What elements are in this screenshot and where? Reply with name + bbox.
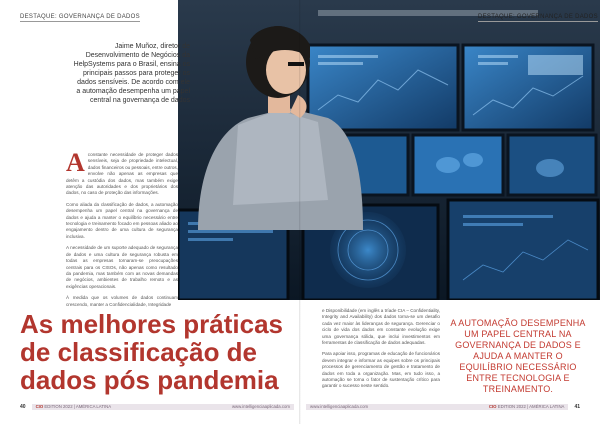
body-paragraph: A necessidade de um suporte adequado de segurança de dados e uma cultura de segurança robusta em todas as empresas tornaram-se preocupações centrais para os CISOs, não apenas como resultado da pandemia, mas também com as novas demandas de negócios, ambientes de trabalho remoto e as exigências operacionais. (66, 245, 178, 289)
body-paragraph: e Disponibilidade (em inglês a tríade CIA – Confidentiality, Integrity and Availability) dos dados torna-se um desafio cada vez maior às lideranças de segurança. Gerenciar o ciclo de vida dos dados em constante evolução exige uma governança sólida, que inclui investimentos em ferramentas de classificação de dados adequadas. (322, 308, 440, 346)
footer-url[interactable]: www.intelligenciaaplicada.com (310, 404, 369, 409)
edition-label: EDITION 2022 | AMÉRICA LATINA (44, 404, 112, 409)
article-headline: As melhores práticas de classificação de dados pós pandemia (20, 309, 284, 395)
body-paragraph: À medida que os volumes de dados continuam crescendo, manter a Confidencialidade, Integridade (66, 295, 178, 307)
edition-label: EDITION 2022 | AMÉRICA LATINA (497, 404, 565, 409)
page-number-right: 41 (574, 403, 580, 410)
body-column-left (66, 148, 178, 313)
section-tag-right: DESTAQUE: GOVERNANÇA DE DADOS (478, 14, 598, 20)
publication-logo: CIO (35, 404, 44, 409)
footer-right (300, 402, 580, 411)
footer-left (20, 402, 300, 411)
intro-paragraph: Jaime Muñoz, diretor de Desenvolvimento de Negócios da HelpSystems para o Brasil, ensina os principais passos para proteger os dados sensíveis. De acordo com ele a automação desempenha um papel central na governança de dados (73, 43, 190, 104)
page-number-left: 40 (20, 403, 26, 410)
body-paragraph: Como aliada da classificação de dados, a automação desempenha um papel central na governança de dados e ajuda a manter o equilíbrio necessário entre tecnologia e treinamento focado em pessoas aliado ao engajamento dentro de uma cultura de segurança inclusiva. (66, 201, 178, 239)
footer-url[interactable]: www.intelligenciaaplicada.com (231, 404, 290, 409)
body-column-right (322, 308, 440, 395)
body-paragraph: Para apoiar isso, programas de educação de funcionários devem integrar e informar as equipes sobre os principais processos de gerenciamento de gestão e tratamento de dados em toda a organização. Mas, em tudo isso, a automação se torna o fator de sustentação crítico para garantir o sucesso neste sentido. (322, 351, 440, 389)
section-tag-left: DESTAQUE: GOVERNANÇA DE DADOS (20, 14, 140, 20)
body-paragraph: Aconstante necessidade de proteger dados sensíveis, seja de propriedade intelectual, dados financeiros ou pessoais, entre outros, envolve não apenas as empresas que detêm a custódia dos dados, mas também exige atenção das autoridades e dos proprietários dos dados, no caso de proteção das informações. (66, 148, 178, 196)
dropcap: A (66, 148, 85, 177)
footer-bar-right (306, 404, 568, 410)
control-room-photo (178, 0, 600, 300)
pull-quote: A AUTOMAÇÃO DESEMPENHA UM PAPEL CENTRAL NA GOVERNANÇA DE DADOS E AJUDA A MANTER O EQUILÍBRIO NECESSÁRIO ENTRE TECNOLOGIA E TREINAMENTO. (450, 318, 586, 394)
page-gutter (299, 0, 301, 424)
publication-logo: CIO (488, 404, 497, 409)
footer-bar-left (32, 404, 294, 410)
